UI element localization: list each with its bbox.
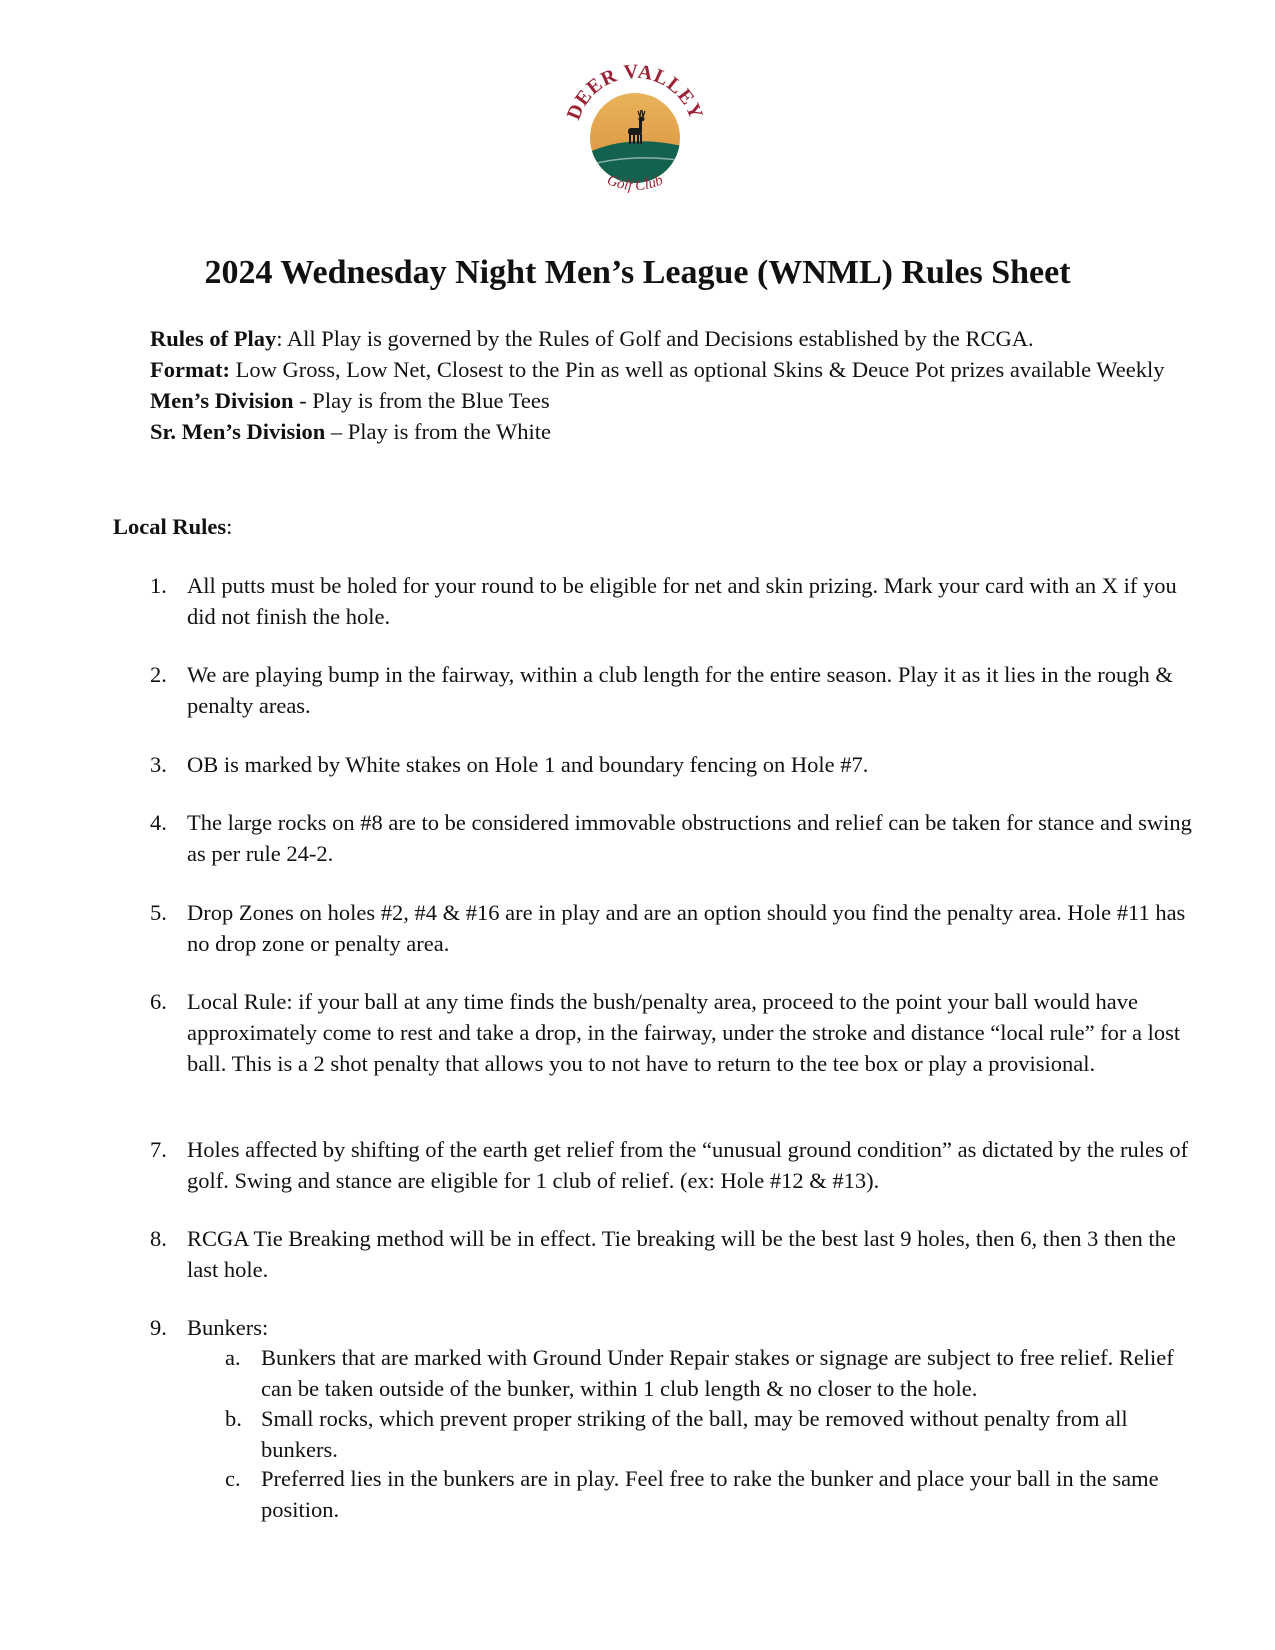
sub-item-text: Bunkers that are marked with Ground Under Repair stakes or signage are subject to free relief. Relief can be taken outside of the bunker, within 1 club length & no closer to the hole. bbox=[261, 1345, 1174, 1401]
sr-mens-division-line bbox=[150, 416, 1200, 447]
list-item-number: 4. bbox=[150, 810, 167, 835]
sub-item-text: Small rocks, which prevent proper striking of the ball, may be removed without penalty from all bunkers. bbox=[261, 1406, 1128, 1462]
list-item-text: Drop Zones on holes #2, #4 & #16 are in play and are an option should you find the penalty area. Hole #11 has no drop zone or penalty area. bbox=[187, 900, 1186, 956]
list-item-text: RCGA Tie Breaking method will be in effect. Tie breaking will be the best last 9 holes, then 6, then 3 then the last hole. bbox=[187, 1226, 1176, 1282]
list-item-number: 2. bbox=[150, 662, 167, 687]
list-item-number: 3. bbox=[150, 752, 167, 777]
mens-division-line bbox=[150, 385, 1200, 416]
list-item-text: Bunkers: bbox=[187, 1315, 269, 1340]
list-item-number: 5. bbox=[150, 900, 167, 925]
list-item-text: The large rocks on #8 are to be considered immovable obstructions and relief can be taken for stance and swing as per rule 24-2. bbox=[187, 810, 1192, 866]
sub-item-letter: a. bbox=[225, 1345, 241, 1370]
list-item-text: All putts must be holed for your round to be eligible for net and skin prizing. Mark your card with an X if you did not finish the hole. bbox=[187, 573, 1177, 629]
logo-bottom-text: Golf Club bbox=[604, 172, 666, 195]
list-item-number: 7. bbox=[150, 1137, 167, 1162]
format-text: Low Gross, Low Net, Closest to the Pin as well as optional Skins & Deuce Pot prizes available Weekly bbox=[229, 357, 1165, 382]
list-item-text: OB is marked by White stakes on Hole 1 and boundary fencing on Hole #7. bbox=[187, 752, 869, 777]
sub-item-letter: b. bbox=[225, 1406, 242, 1431]
sr-mens-division-label: Sr. Men’s Division bbox=[150, 419, 326, 444]
list-item-number: 9. bbox=[150, 1315, 167, 1340]
page-title: 2024 Wednesday Night Men’s League (WNML) Rules Sheet bbox=[204, 254, 1071, 291]
rules-of-play-line bbox=[150, 323, 1200, 354]
sub-item-text: Preferred lies in the bunkers are in play. Feel free to rake the bunker and place your ball in the same position. bbox=[261, 1466, 1159, 1522]
rules-of-play-label: Rules of Play bbox=[150, 326, 277, 351]
sub-item-letter: c. bbox=[225, 1466, 241, 1491]
rules-of-play-text: : All Play is governed by the Rules of Golf and Decisions established by the RCGA. bbox=[276, 326, 1034, 351]
local-rules-heading-label: Local Rules bbox=[113, 514, 227, 539]
sr-mens-division-text: – Play is from the White bbox=[325, 419, 552, 444]
deer-valley-logo bbox=[555, 62, 715, 212]
list-item-number: 6. bbox=[150, 989, 167, 1014]
logo-top-text: DEER VALLEY bbox=[562, 62, 708, 123]
mens-division-label: Men’s Division bbox=[150, 388, 294, 413]
local-rules-heading bbox=[113, 511, 232, 542]
list-item-number: 8. bbox=[150, 1226, 167, 1251]
list-item-number: 1. bbox=[150, 573, 167, 598]
list-item-text: Holes affected by shifting of the earth get relief from the “unusual ground condition” as dictated by the rules of golf. Swing and stance are eligible for 1 club of relief. (ex: Hole #12 & #13). bbox=[187, 1137, 1189, 1193]
list-item-text: Local Rule: if your ball at any time finds the bush/penalty area, proceed to the point your ball would have approximately come to rest and take a drop, in the fairway, under the stroke and distance “local rule” for a lost ball. This is a 2 shot penalty that allows you to not have to return to the tee box or play a provisional. bbox=[187, 989, 1181, 1076]
list-item-text: We are playing bump in the fairway, within a club length for the entire season. Play it as it lies in the rough & penalty areas. bbox=[187, 662, 1173, 718]
intro-section bbox=[150, 323, 1200, 447]
format-line bbox=[150, 354, 1200, 385]
local-rules-heading-colon: : bbox=[226, 514, 233, 539]
mens-division-text: - Play is from the Blue Tees bbox=[293, 388, 550, 413]
format-label: Format: bbox=[150, 357, 230, 382]
